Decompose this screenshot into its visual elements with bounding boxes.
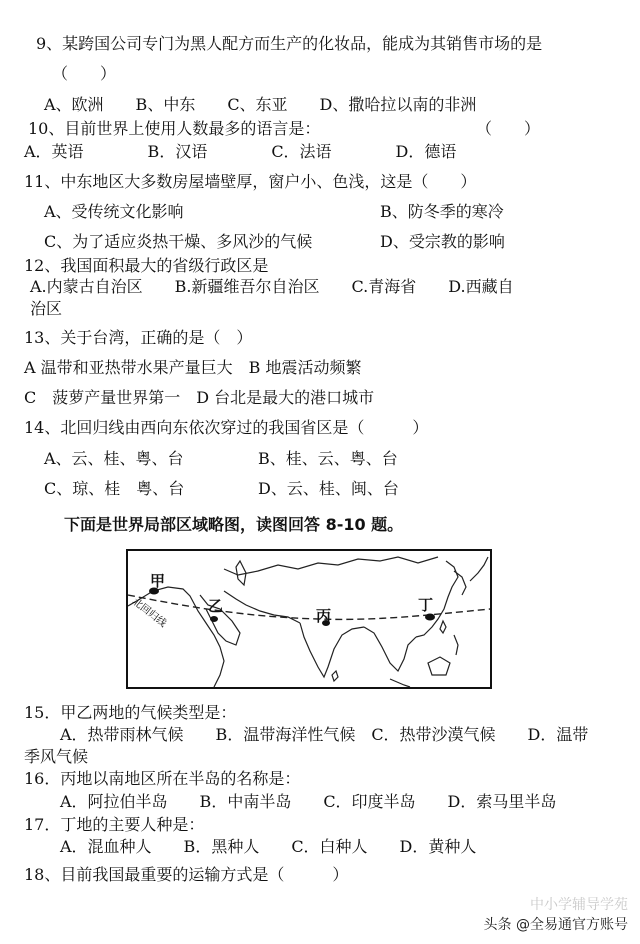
- tropic-of-cancer-label: 北回归线: [129, 596, 169, 630]
- question-14-option-c: C、琼、桂 粤、台: [44, 479, 185, 498]
- question-9-answer-blank: （ ）: [52, 64, 117, 83]
- watermark-prefix: 头条: [483, 917, 512, 933]
- question-11-option-c: C、为了适应炎热干燥、多风沙的气候: [44, 232, 313, 251]
- question-15-options: A．热带雨林气候 B．温带海洋性气候 C．热带沙漠气候 D．温带: [60, 725, 589, 744]
- map-intro: 下面是世界局部区域略图，读图回答 8-10 题。: [64, 515, 404, 534]
- question-16-stem: 16．丙地以南地区所在半岛的名称是：: [24, 769, 301, 788]
- question-12-stem: 12、我国面积最大的省级行政区是: [24, 256, 269, 275]
- sri-lanka-island: [332, 671, 338, 681]
- question-9-options: A、欧洲 B、中东 C、东亚 D、撒哈拉以南的非洲: [44, 95, 477, 114]
- tropic-of-cancer-line: [128, 595, 490, 619]
- watermark-faint-text: 中小学辅导学苑: [530, 897, 628, 913]
- question-17-options: A．混血种人 B．黑种人 C．白种人 D．黄种人: [60, 837, 477, 856]
- question-13-options-cd: C 菠萝产量世界第一 D 台北是最大的港口城市: [24, 388, 375, 407]
- location-ding-label: 丁: [418, 596, 434, 614]
- sea-coast: [364, 627, 416, 671]
- location-yi-label: 乙: [208, 597, 224, 615]
- watermark-account: @全易通官方账号: [516, 917, 628, 933]
- question-11-option-d: D、受宗教的影响: [380, 232, 505, 251]
- question-10-answer-blank: （ ）: [476, 119, 541, 138]
- question-12-options-continued: 治区: [30, 299, 63, 318]
- question-18-stem: 18、目前我国最重要的运输方式是（ ）: [24, 865, 349, 884]
- question-11-option-a: A、受传统文化影响: [44, 202, 184, 221]
- question-13-options-ab: A 温带和亚热带水果产量巨大 B 地震活动频繁: [24, 358, 362, 377]
- north-boundary: [224, 557, 438, 575]
- persia-coastline: [224, 591, 300, 623]
- question-12-options: A.内蒙古自治区 B.新疆维吾尔自治区 C.青海省 D.西藏自: [30, 277, 514, 296]
- question-14-option-d: D、云、桂、闽、台: [258, 479, 399, 498]
- map-drawing: [128, 551, 490, 687]
- question-9-stem: 9、某跨国公司专门为黑人配方而生产的化妆品，能成为其销售市场的是: [36, 34, 543, 53]
- question-14-option-a: A、云、桂、粤、台: [44, 449, 184, 468]
- borneo-island: [428, 657, 450, 675]
- sumatra-island: [390, 679, 410, 687]
- japan-coastline: [470, 557, 488, 581]
- question-15-options-continued: 季风气候: [24, 747, 89, 766]
- question-15-stem: 15．甲乙两地的气候类型是：: [24, 703, 237, 722]
- question-14-option-b: B、桂、云、粤、台: [258, 449, 398, 468]
- location-ding-marker: [425, 614, 435, 621]
- caspian-coast: [236, 561, 246, 585]
- question-14-stem: 14、北回归线由西向东依次穿过的我国省区是（ ）: [24, 418, 429, 437]
- india-coastline: [300, 623, 364, 677]
- korea-coastline: [454, 571, 466, 595]
- question-10-stem: 10、目前世界上使用人数最多的语言是：: [28, 119, 321, 138]
- question-10-options: A．英语 B．汉语 C．法语 D．德语: [24, 142, 457, 161]
- world-region-map: [126, 549, 492, 689]
- question-13-stem: 13、关于台湾，正确的是（ ）: [24, 328, 253, 347]
- watermark: [483, 897, 628, 934]
- philippines-island: [454, 635, 458, 655]
- location-bing-label: 丙: [316, 607, 332, 625]
- location-yi-marker: [210, 616, 218, 622]
- question-17-stem: 17．丁地的主要人种是：: [24, 815, 205, 834]
- taiwan-island: [440, 621, 446, 633]
- question-11-option-b: B、防冬季的寒冷: [380, 202, 504, 221]
- question-16-options: A．阿拉伯半岛 B．中南半岛 C．印度半岛 D．索马里半岛: [60, 792, 557, 811]
- location-jia-label: 甲: [150, 572, 166, 590]
- question-11-stem: 11、中东地区大多数房屋墙壁厚，窗户小、色浅，这是（ ）: [24, 172, 477, 191]
